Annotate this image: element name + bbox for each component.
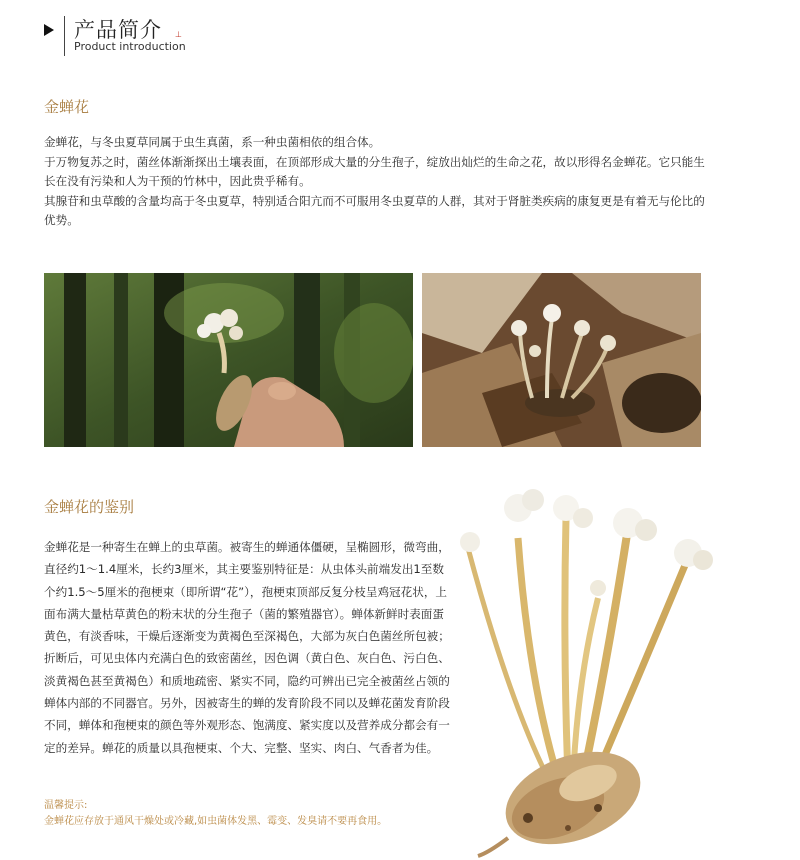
- tip-text: 金蝉花应存放于通风干燥处或冷藏,如虫菌体发黑、霉变、发臭请不要再食用。: [44, 816, 388, 827]
- section1-body: [44, 133, 708, 231]
- header-subtitle: Product introduction: [74, 40, 186, 53]
- header-divider: [64, 16, 65, 56]
- decorative-mark-icon: ⊥: [175, 30, 182, 39]
- section2-body: 金蝉花是一种寄生在蝉上的虫草菌。被寄生的蝉通体僵硬，呈椭圆形，微弯曲，直径约1～1.4厘米，长约3厘米，其主要鉴别特征是：从虫体头前端发出1至数个约1.5～5厘米的孢梗束（即所谓“花”），孢梗束顶部反复分枝呈鸡冠花状，上面布满大量枯草黄色的粉末状的分生孢子（菌的繁殖器官）。蝉体新鲜时表面蛋黄色，有淡香味，干燥后逐渐变为黄褐色至深褐色，大部为灰白色菌丝所包被；折断后，可见虫体内充满白色的致密菌丝，因色调（黄白色、灰白色、污白色、淡黄褐色甚至黄褐色）和质地疏密、紧实不同，隐约可辨出已完全被菌丝占领的蝉体内部的不同器官。另外，因被寄生的蝉的发育阶段不同以及蝉花菌发育阶段不同，蝉体和孢梗束的颜色等外观形态、饱满度、紧实度以及营养成分都会有一定的差异。蝉花的质量以具孢梗束、个大、完整、坚实、肉白、气香者为佳。: [44, 540, 450, 755]
- leaves-image: [422, 273, 701, 447]
- tip-label: 温馨提示:: [44, 800, 88, 811]
- photo-bamboo-forest: [44, 273, 413, 447]
- section2-title: 金蝉花的鉴别: [44, 498, 135, 516]
- header-title: 产品简介: [74, 18, 162, 42]
- bamboo-forest-image: [44, 273, 413, 447]
- cicada-flower-specimen: [448, 478, 740, 858]
- section1-paragraph: 其腺苷和虫草酸的含量均高于冬虫夏草，特别适合阳亢而不可服用冬虫夏草的人群，其对于肾脏类疾病的康复更是有着无与伦比的优势。: [44, 193, 705, 227]
- triangle-bullet-icon: [44, 24, 54, 36]
- section1-paragraph: 金蝉花，与冬虫夏草同属于虫生真菌，系一种虫菌相依的组合体。: [44, 135, 381, 149]
- cicada-flower-illustration: [448, 478, 740, 858]
- section1-paragraph: 于万物复苏之时，菌丝体渐渐探出土壤表面，在顶部形成大量的分生孢子，绽放出灿烂的生命之花，故以形得名金蝉花。它只能生长在没有污染和人为干预的竹林中，因此贵乎稀有。: [44, 154, 705, 188]
- section1-title: 金蝉花: [44, 98, 90, 116]
- photo-leaves: [422, 273, 701, 447]
